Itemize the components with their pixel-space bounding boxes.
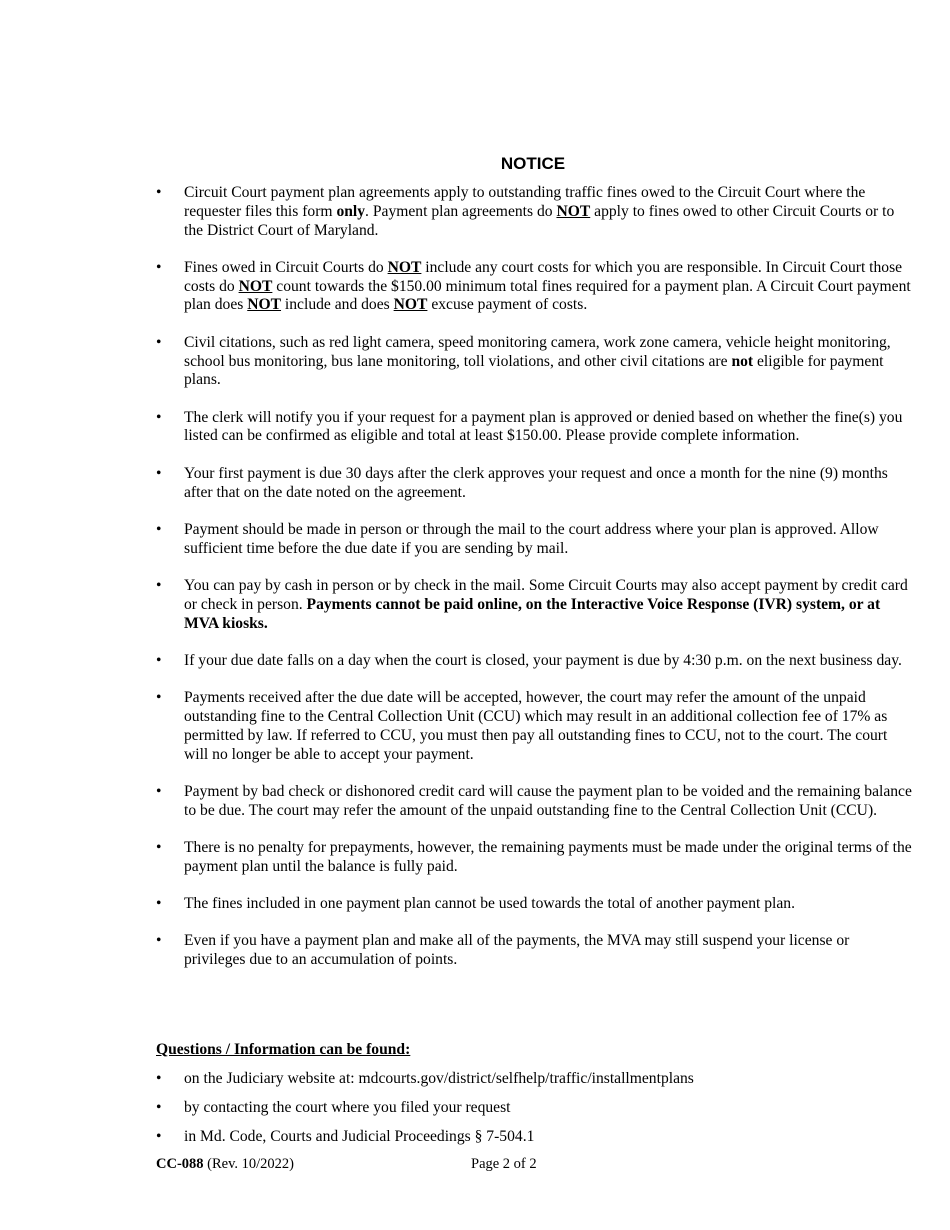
body-text: include any court costs for which you are responsible. In Circuit Court those costs do: [184, 258, 903, 295]
questions-item-text: in Md. Code, Courts and Judicial Proceedings § 7-504.1: [184, 1127, 535, 1145]
notice-item: [156, 184, 912, 240]
notice-item: [156, 577, 912, 633]
notice-item: [156, 895, 912, 914]
notice-item-text: [184, 334, 891, 389]
notice-item-text: [184, 932, 849, 968]
page-number: Page 2 of 2: [471, 1156, 537, 1172]
bullet-icon: •: [156, 1070, 162, 1087]
notice-item-text: [184, 259, 911, 314]
notice-item-text: [184, 409, 902, 445]
bullet-icon: •: [156, 1127, 162, 1145]
bullet-icon: •: [156, 520, 162, 538]
body-text: Payment by bad check or dishonored credit card will cause the payment plan to be voided and the remaining balance to be due. The court may refer the amount of the unpaid outstanding fine to the Central Collection Unit (CCU).: [184, 782, 912, 819]
body-text: You can pay by cash in person or by check in the mail. Some Circuit Courts may also accept payment by credit card or check in person.: [184, 576, 908, 613]
body-text: There is no penalty for prepayments, however, the remaining payments must be made under the original terms of the payment plan until the balance is fully paid.: [184, 838, 912, 875]
body-text: include and does: [281, 296, 394, 314]
bullet-icon: •: [156, 651, 162, 669]
notice-item: [156, 465, 912, 503]
notice-item: [156, 839, 912, 877]
notice-item-text: [184, 783, 912, 819]
questions-item-text: by contacting the court where you filed your request: [184, 1098, 511, 1116]
notice-item-text: [184, 577, 908, 632]
bullet-icon: •: [156, 408, 162, 426]
bullet-icon: •: [156, 576, 162, 594]
form-revision: (Rev. 10/2022): [203, 1156, 295, 1172]
questions-item-website: [156, 1070, 912, 1089]
emphasis-text: only: [336, 202, 366, 220]
body-text: Your first payment is due 30 days after the clerk approves your request and once a month for the nine (9) months after that on the date noted on the agreement.: [184, 464, 888, 501]
notice-item: [156, 783, 912, 821]
notice-item: [156, 521, 912, 559]
bullet-icon: •: [156, 932, 162, 950]
body-text: eligible for payment plans.: [184, 352, 884, 389]
notice-item: [156, 932, 912, 970]
questions-item-text: on the Judiciary website at: mdcourts.gov/district/selfhelp/traffic/installmentplans: [184, 1070, 694, 1087]
body-text: Fines owed in Circuit Courts do: [184, 258, 388, 276]
body-text: Even if you have a payment plan and make all of the payments, the MVA may still suspend your license or privileges due to an accumulation of points.: [184, 932, 850, 969]
emphasis-text: NOT: [556, 202, 591, 220]
body-text: count towards the $150.00 minimum total fines required for a payment plan. A Circuit Court payment plan does: [184, 277, 911, 314]
emphasis-text: Payments cannot be paid online, on the Interactive Voice Response (IVR) system, or at MVA kiosks.: [184, 595, 881, 632]
notice-list: [156, 184, 912, 988]
emphasis-text: NOT: [247, 296, 282, 314]
body-text: Circuit Court payment plan agreements apply to outstanding traffic fines owed to the Circuit Court where the requester files this form: [184, 184, 866, 220]
body-text: excuse payment of costs.: [427, 296, 588, 314]
notice-item-text: [184, 184, 894, 239]
footer-form-id: [156, 1156, 294, 1173]
body-text: If your due date falls on a day when the court is closed, your payment is due by 4:30 p.m. on the next business day.: [184, 651, 902, 669]
body-text: The clerk will notify you if your request for a payment plan is approved or denied based on whether the fine(s) you listed can be confirmed as eligible and total at least $150.00. Please provide complete information.: [184, 408, 903, 445]
emphasis-text: NOT: [387, 258, 422, 276]
bullet-icon: •: [156, 1098, 162, 1116]
bullet-icon: •: [156, 464, 162, 482]
page-title: NOTICE: [500, 154, 566, 173]
form-number: CC-088: [156, 1156, 204, 1172]
body-text: Civil citations, such as red light camera, speed monitoring camera, work zone camera, vehicle height monitoring, school bus monitoring, bus lane monitoring, toll violations, and other civil citations are: [184, 333, 891, 370]
bullet-icon: •: [156, 258, 162, 276]
notice-item-text: [184, 839, 912, 875]
notice-item: [156, 689, 912, 764]
body-text: Payments received after the due date will be accepted, however, the court may refer the amount of the unpaid outstanding fine to the Central Collection Unit (CCU) which may result in an additional collection fee of 17% as permitted by law. If referred to CCU, you must then pay all outstanding fines to CCU, not to the court. The court will no longer be able to accept your payment.: [184, 689, 888, 763]
bullet-icon: •: [156, 782, 162, 800]
emphasis-text: NOT: [393, 296, 428, 314]
questions-heading: Questions / Information can be found:: [156, 1041, 411, 1058]
bullet-icon: •: [156, 333, 162, 351]
body-text: Payment should be made in person or through the mail to the court address where your plan is approved. Allow sufficient time before the due date if you are sending by mail.: [184, 520, 879, 557]
body-text: . Payment plan agreements do: [365, 202, 557, 220]
body-text: apply to fines owed to other Circuit Courts or to the District Court of Maryland.: [184, 202, 895, 239]
bullet-icon: •: [156, 895, 162, 913]
emphasis-text: NOT: [238, 277, 273, 295]
notice-item: [156, 652, 912, 671]
notice-item-text: [184, 652, 902, 669]
body-text: The fines included in one payment plan cannot be used towards the total of another payment plan.: [184, 895, 796, 913]
bullet-icon: •: [156, 184, 162, 201]
notice-item: [156, 334, 912, 390]
notice-item-text: [184, 895, 795, 912]
bullet-icon: •: [156, 838, 162, 856]
notice-item: [156, 409, 912, 447]
emphasis-text: not: [731, 352, 754, 370]
notice-item-text: [184, 689, 887, 762]
bullet-icon: •: [156, 689, 162, 707]
questions-item-contact: [156, 1099, 912, 1118]
notice-item: [156, 259, 912, 315]
questions-list: [156, 1070, 912, 1157]
notice-item-text: [184, 465, 888, 501]
questions-item-code: [156, 1128, 912, 1147]
notice-item-text: [184, 521, 879, 557]
